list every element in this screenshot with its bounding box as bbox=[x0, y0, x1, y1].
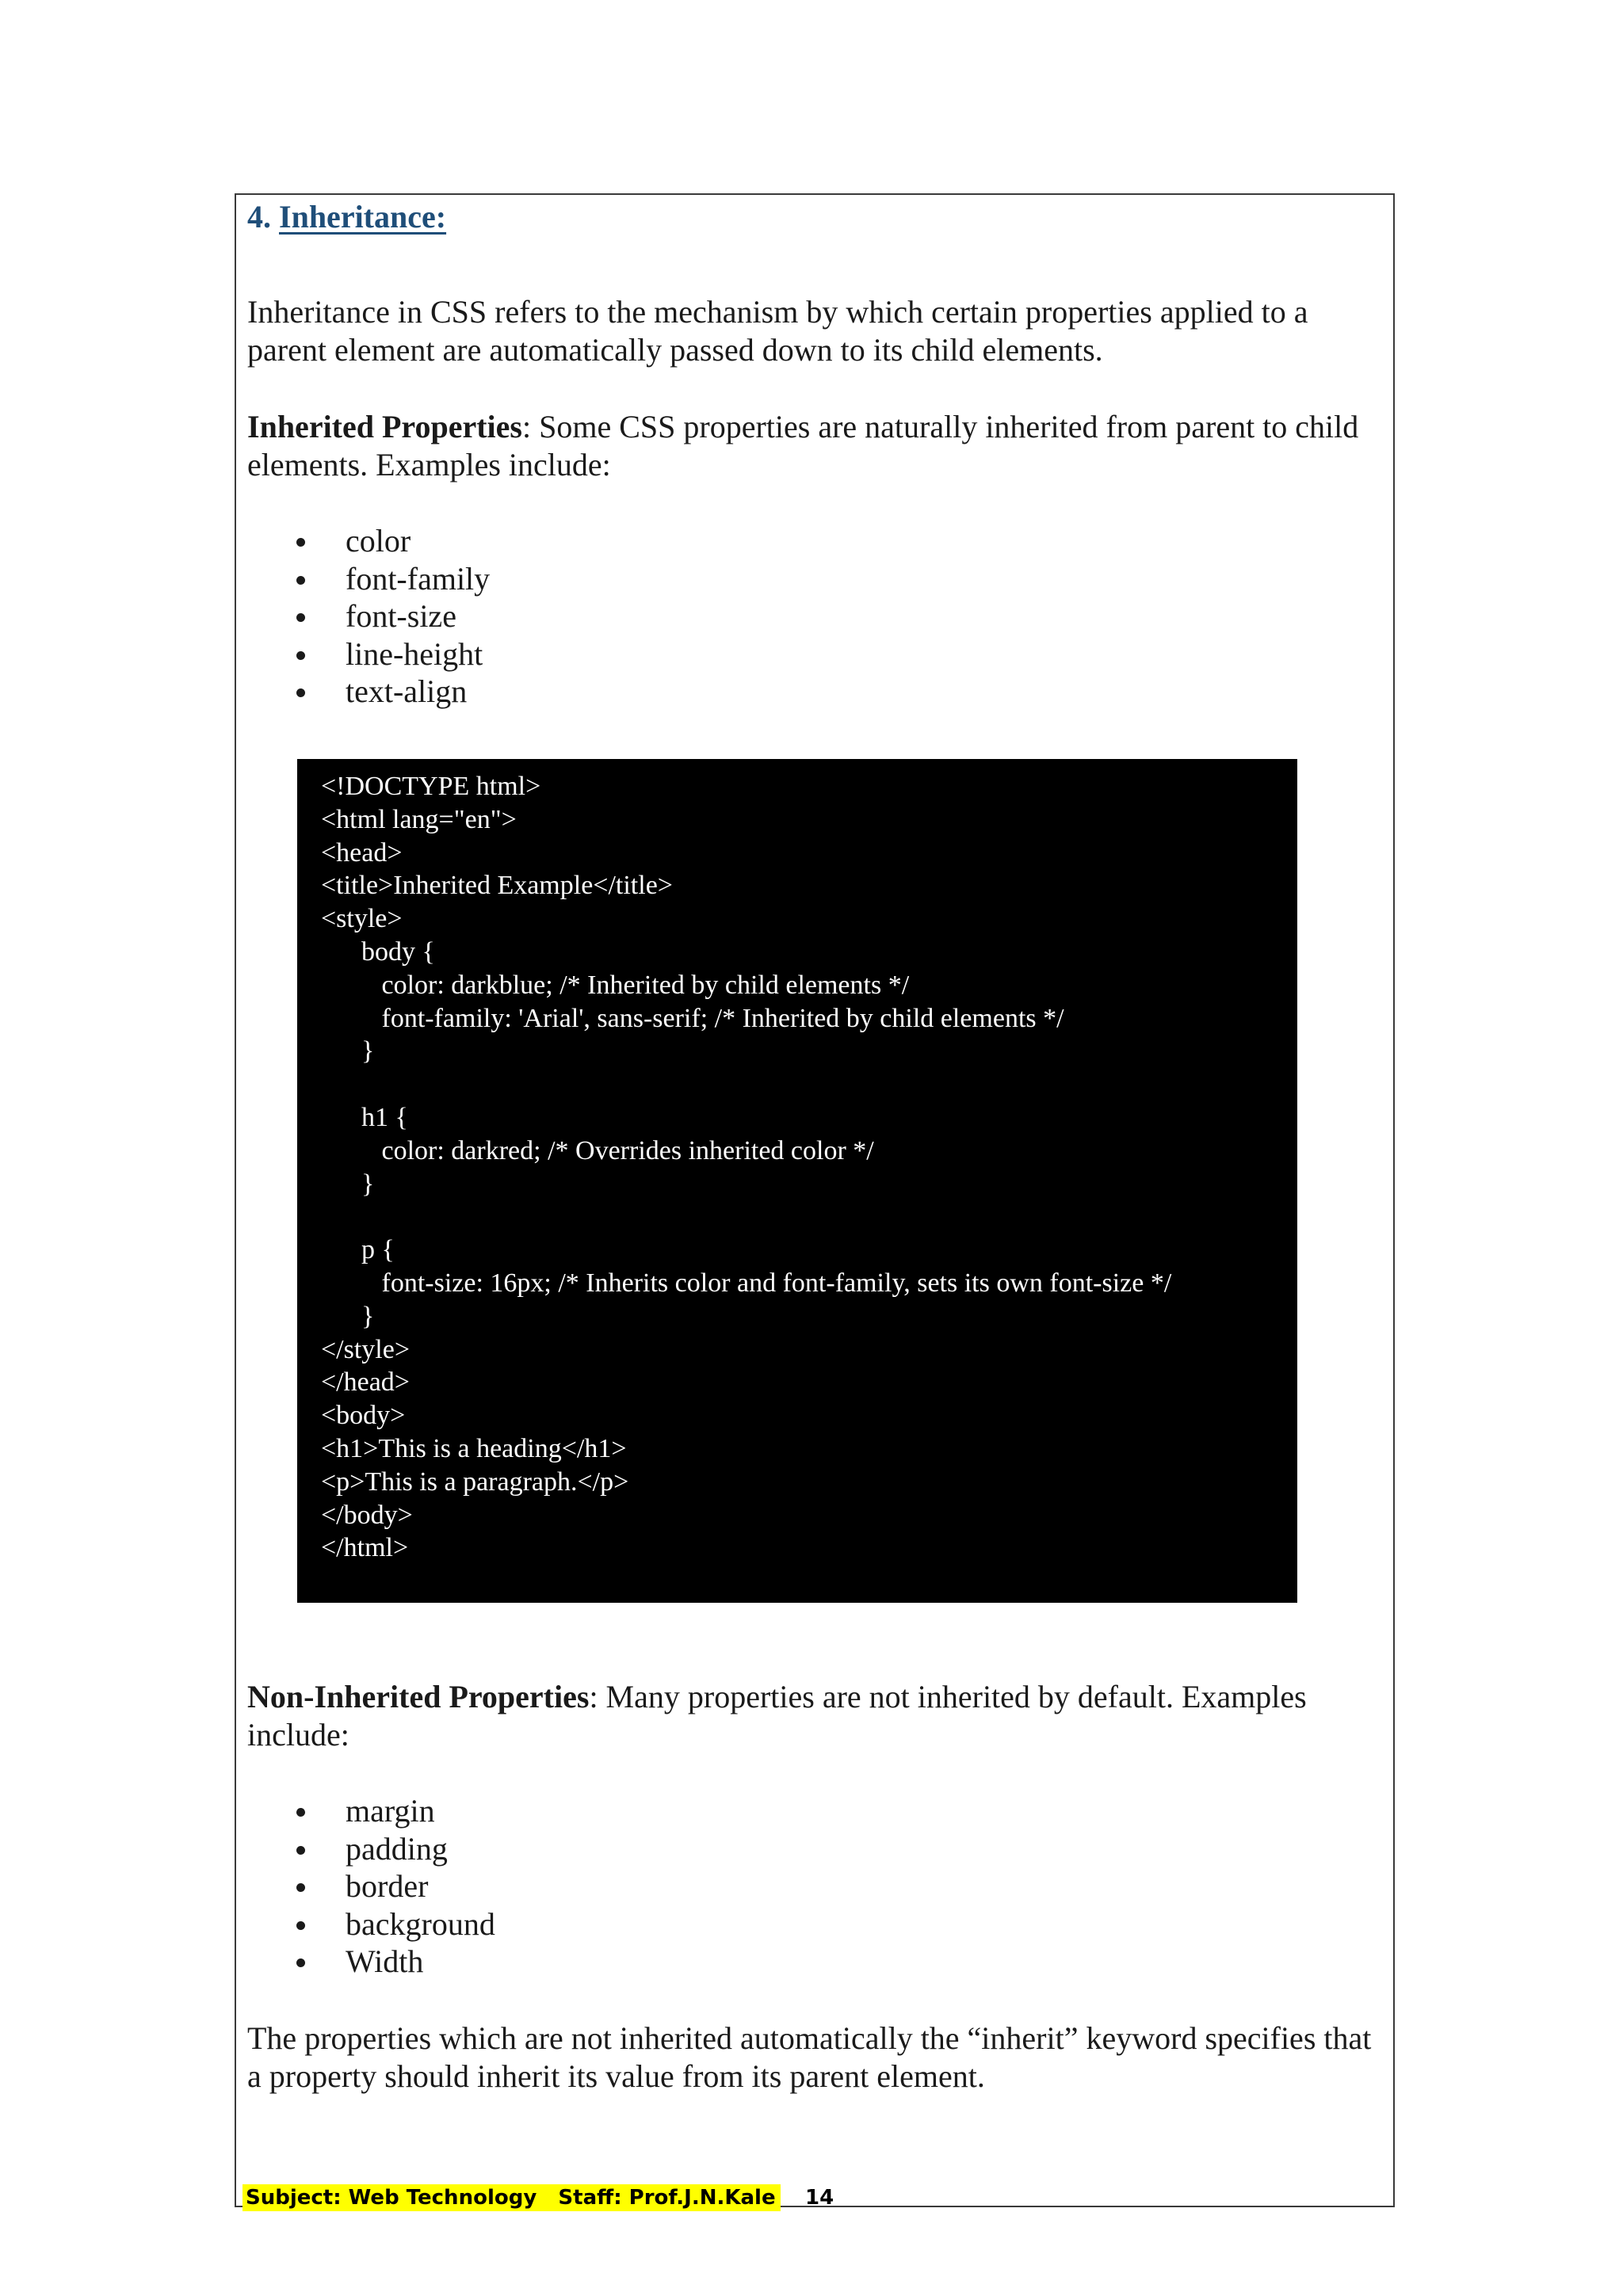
page-number: 14 bbox=[805, 2186, 834, 2210]
page-footer bbox=[242, 2184, 834, 2211]
section-heading bbox=[247, 196, 446, 238]
inherited-property-item bbox=[247, 635, 490, 673]
non-inherited-property-item bbox=[247, 1905, 495, 1943]
bullet-icon bbox=[296, 538, 305, 547]
bullet-icon bbox=[296, 576, 305, 585]
intro-paragraph: Inheritance in CSS refers to the mechanism by which certain properties applied to a parent element are automatically passed down to its child elements. bbox=[247, 294, 1308, 368]
code-line: body { bbox=[321, 936, 435, 967]
list-item-text: font-size bbox=[346, 598, 456, 634]
code-line: <!DOCTYPE html> bbox=[321, 772, 541, 801]
list-item-text: background bbox=[346, 1905, 495, 1942]
inherited-property-item bbox=[247, 597, 490, 635]
bullet-icon bbox=[296, 1808, 305, 1817]
non-inherited-property-item bbox=[247, 1830, 495, 1868]
non-inherited-property-item bbox=[247, 1943, 495, 1981]
section-title: Inheritance: bbox=[279, 199, 447, 235]
list-item-text: text-align bbox=[346, 673, 468, 709]
code-line: </html> bbox=[321, 1533, 409, 1563]
bullet-icon bbox=[296, 1921, 305, 1930]
code-line bbox=[321, 1200, 1297, 1234]
closing-paragraph: The properties which are not inherited automatically the “inherit” keyword specifies that a property should inherit its value from its parent element. bbox=[247, 2020, 1372, 2094]
code-line bbox=[321, 1068, 1297, 1101]
non-inherited-label: Non-Inherited Properties bbox=[247, 1679, 590, 1714]
code-line: <html lang="en"> bbox=[321, 804, 517, 834]
list-item-text: font-family bbox=[346, 560, 491, 597]
bullet-icon bbox=[296, 1883, 305, 1892]
code-line: </head> bbox=[321, 1367, 410, 1398]
code-line: <style> bbox=[321, 904, 403, 934]
inherited-property-item bbox=[247, 560, 490, 598]
inherited-property-item bbox=[247, 522, 490, 560]
bullet-icon bbox=[296, 1846, 305, 1855]
inherited-paragraph bbox=[247, 408, 1373, 484]
inherited-text: : Some CSS properties are naturally inherited from parent to child elements. Examples include: bbox=[247, 409, 1359, 482]
list-item-text: padding bbox=[346, 1830, 448, 1867]
code-line: p { bbox=[321, 1235, 395, 1265]
list-item-text: margin bbox=[346, 1793, 435, 1829]
bullet-icon bbox=[296, 688, 305, 697]
list-item-text: line-height bbox=[346, 635, 483, 672]
section-number: 4. bbox=[247, 199, 271, 235]
footer-subject-staff: Subject: Web Technology Staff: Prof.J.N.Kale bbox=[242, 2184, 781, 2211]
non-inherited-property-item bbox=[247, 1867, 495, 1905]
code-line: color: darkred; /* Overrides inherited color */ bbox=[321, 1135, 874, 1165]
code-line: <h1>This is a heading</h1> bbox=[321, 1433, 627, 1463]
non-inherited-text: : Many properties are not inherited by default. Examples include: bbox=[247, 1679, 1307, 1753]
non-inherited-property-item bbox=[247, 1792, 495, 1830]
bullet-icon bbox=[296, 651, 305, 660]
code-line: h1 { bbox=[321, 1102, 408, 1132]
non-inherited-properties-list bbox=[247, 1792, 495, 1981]
inherited-properties-list bbox=[247, 522, 490, 711]
non-inherited-paragraph bbox=[247, 1678, 1373, 1754]
code-line: <title>Inherited Example</title> bbox=[321, 871, 673, 901]
code-line: </body> bbox=[321, 1500, 413, 1530]
code-line: color: darkblue; /* Inherited by child elements */ bbox=[321, 970, 910, 1000]
inherited-property-item bbox=[247, 673, 490, 711]
code-line: } bbox=[321, 1036, 375, 1066]
code-line: } bbox=[321, 1169, 375, 1199]
code-line: <body> bbox=[321, 1401, 406, 1431]
bullet-icon bbox=[296, 613, 305, 622]
code-line: <head> bbox=[321, 837, 403, 868]
code-line: <p>This is a paragraph.</p> bbox=[321, 1466, 629, 1497]
list-item-text: color bbox=[346, 523, 411, 559]
code-line: </style> bbox=[321, 1334, 411, 1364]
inherited-label: Inherited Properties bbox=[247, 409, 522, 444]
bullet-icon bbox=[296, 1958, 305, 1967]
code-example bbox=[297, 759, 1297, 1603]
list-item-text: border bbox=[346, 1868, 429, 1904]
code-line: font-size: 16px; /* Inherits color and font-family, sets its own font-size */ bbox=[321, 1268, 1172, 1298]
code-line: font-family: 'Arial', sans-serif; /* Inherited by child elements */ bbox=[321, 1003, 1064, 1033]
code-line: } bbox=[321, 1301, 375, 1331]
list-item-text: Width bbox=[346, 1943, 424, 1979]
